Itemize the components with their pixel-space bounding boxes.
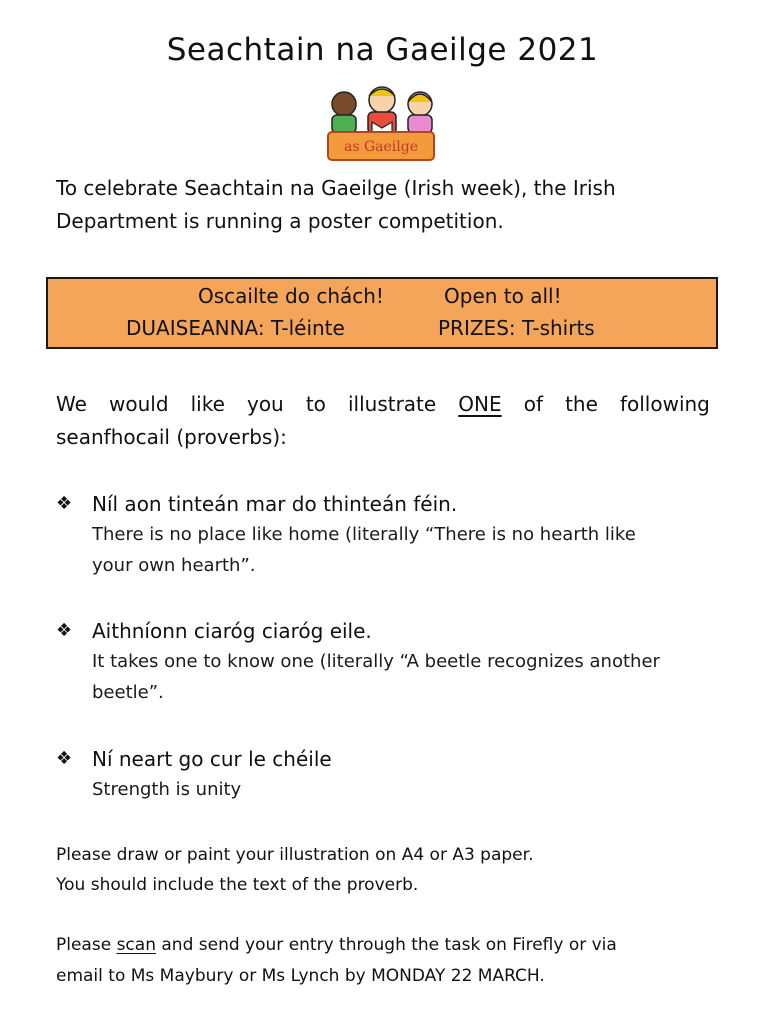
task-word: following bbox=[619, 392, 710, 416]
submission-line-2: email to Ms Maybury or Ms Lynch by MONDAY 22 MARCH. bbox=[56, 966, 545, 986]
submission-pre: Please bbox=[56, 935, 117, 955]
task-line-2: seanfhocail (proverbs): bbox=[56, 425, 287, 449]
page-title: Seachtain na Gaeilge 2021 bbox=[166, 32, 599, 68]
proverb-irish: Níl aon tinteán mar do thinteán féin. bbox=[92, 492, 458, 516]
task-word: would bbox=[109, 392, 169, 416]
submission-line-1 bbox=[56, 930, 726, 961]
logo-text: as Gaeilge bbox=[344, 139, 418, 155]
instructions bbox=[56, 840, 716, 900]
task-word: illustrate bbox=[347, 392, 437, 416]
proverb-item bbox=[56, 744, 716, 805]
task-word-emphasis: ONE bbox=[458, 392, 502, 416]
proverb-item bbox=[56, 489, 716, 581]
proverb-translation: There is no place like home (literally “There is no hearth like bbox=[92, 524, 636, 545]
proverb-translation-cont: your own hearth”. bbox=[92, 555, 256, 576]
task-description bbox=[56, 388, 710, 454]
task-word: to bbox=[305, 392, 326, 416]
diamond-bullet-icon: ❖ bbox=[56, 748, 73, 769]
proverb-irish: Aithníonn ciaróg ciaróg eile. bbox=[92, 619, 372, 643]
submission-info bbox=[56, 930, 726, 992]
submission-post: and send your entry through the task on Firefly or via bbox=[155, 935, 617, 955]
diamond-bullet-icon: ❖ bbox=[56, 620, 73, 641]
open-english: Open to all! bbox=[444, 284, 562, 308]
proverb-irish: Ní neart go cur le chéile bbox=[92, 747, 332, 771]
task-word: the bbox=[565, 392, 598, 416]
task-word: of bbox=[523, 392, 543, 416]
task-line-1 bbox=[56, 388, 710, 421]
instructions-line-1: Please draw or paint your illustration on A4 or A3 paper. bbox=[56, 845, 534, 865]
diamond-bullet-icon: ❖ bbox=[56, 493, 73, 514]
task-word: you bbox=[246, 392, 284, 416]
task-word: We bbox=[56, 392, 87, 416]
competition-banner bbox=[46, 277, 718, 349]
scan-word: scan bbox=[116, 935, 156, 955]
proverb-translation: It takes one to know one (literally “A beetle recognizes another bbox=[92, 651, 660, 672]
intro-paragraph: To celebrate Seachtain na Gaeilge (Irish week), the Irish Department is running a poster competition. bbox=[56, 176, 616, 233]
instructions-line-2: You should include the text of the proverb. bbox=[56, 875, 419, 895]
task-word: like bbox=[190, 392, 225, 416]
open-irish: Oscailte do chách! bbox=[198, 284, 384, 308]
prizes-irish: DUAISEANNA: T-léinte bbox=[126, 316, 345, 340]
proverb-translation-cont: beetle”. bbox=[92, 682, 164, 703]
proverb-item bbox=[56, 616, 716, 708]
prizes-english: PRIZES: T-shirts bbox=[438, 316, 595, 340]
as-gaeilge-logo bbox=[316, 82, 446, 164]
proverb-translation: Strength is unity bbox=[92, 779, 242, 800]
